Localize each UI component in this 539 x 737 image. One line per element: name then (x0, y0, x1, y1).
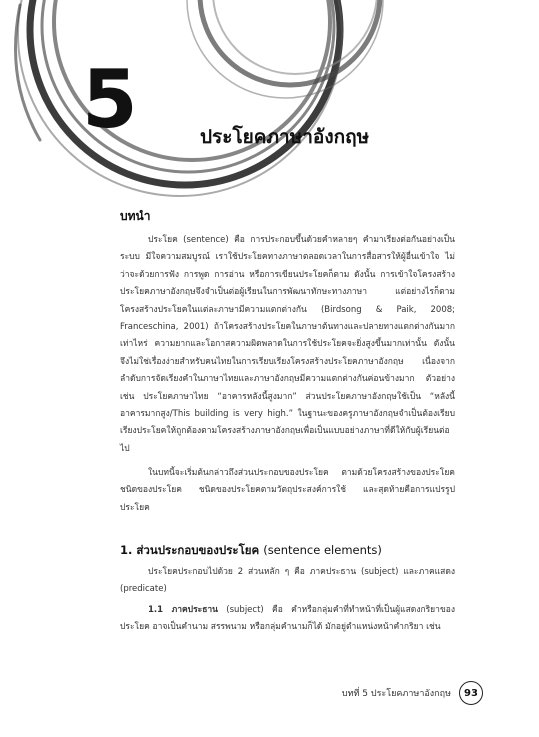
intro-paragraph-1: ประโยค (sentence) คือ การประกอบขึ้นด้วยคำหลายๆ คำมาเรียงต่อกันอย่างเป็นระบบ มีใจความสมบูรณ์ เราใช้ประโยคทางภาษาตลอดเวลาในการสื่อสารให้ผู้อื่นเข้าใจ ไม่ว่าจะด้วยการฟัง การพูด การอ่าน หรือการเขียนประโยคก็ตาม ดังนั้น การเข้าใจโครงสร้างประโยคภาษาอังกฤษจึงจำเป็นต่อผู้เรียนในการพัฒนาทักษะทางภาษา แต่อย่างไรก็ตาม โครงสร้างประโยคในแต่ละภาษามีความแตกต่างกัน (Birdsong & Paik, 2008; Franceschina, 2001) ถ้าโครงสร้างประโยคในภาษาต้นทางและปลายทางแตกต่างกันมากเท่าไหร่ ความยากและโอกาสความผิดพลาดในการใช้ประโยคจะยิ่งสูงขึ้นมากเท่านั้น ดังนั้น จึงไม่ใช่เรื่องง่ายสำหรับคนไทยในการเรียบเรียงโครงสร้างประโยคภาษาอังกฤษ เนื่องจากลำดับการจัดเรียงคำในภาษาไทยและภาษาอังกฤษมีความแตกต่างกันค่อนข้างมาก ตัวอย่างเช่น ประโยคภาษาไทย “อาคารหลังนี้สูงมาก” ส่วนประโยคภาษาอังกฤษใช้เป็น “หลังนี้อาคารมากสูง/This building is very high.” ในฐานะของครูภาษาอังกฤษจำเป็นต้องเรียบเรียงประโยคให้ถูกต้องตามโครงสร้างภาษาอังกฤษเพื่อเป็นแบบอย่างภาษาที่ดีให้กับผู้เรียนต่อไป (120, 235, 455, 454)
subsection-label: 1.1 ภาคประธาน (148, 605, 218, 615)
section-1-paragraph-1: ประโยคประกอบไปด้วย 2 ส่วนหลัก ๆ คือ ภาคประธาน (subject) และภาคแสดง (predicate) (120, 567, 455, 595)
running-title: บทที่ 5 ประโยคภาษาอังกฤษ (341, 689, 451, 699)
page-footer (342, 681, 483, 705)
chapter-title: ประโยคภาษาอังกฤษ (200, 126, 370, 148)
page-number: 93 (459, 681, 483, 705)
chapter-number: 5 (82, 53, 138, 146)
section-1-heading: 1. ส่วนประกอบของประโยค (sentence elements) (120, 543, 382, 557)
intro-paragraph-2: ในบทนี้จะเริ่มต้นกล่าวถึงส่วนประกอบของประโยค ตามด้วยโครงสร้างของประโยค ชนิดของประโยค ชนิดของประโยคตามวัตถุประสงค์การใช้ และสุดท้ายคือการแปรรูปประโยค (120, 468, 455, 513)
section-1-paragraph-2: 1.1 ภาคประธาน (subject) คือ คำหรือกลุ่มคำที่ทำหน้าที่เป็นผู้แสดงกริยาของประโยค อาจเป็นคำนาม สรรพนาม หรือกลุ่มคำนามก็ได้ มักอยู่ตำแหน่งหน้าคำกริยา เช่น (120, 605, 456, 633)
intro-heading: บทนำ (120, 209, 151, 223)
